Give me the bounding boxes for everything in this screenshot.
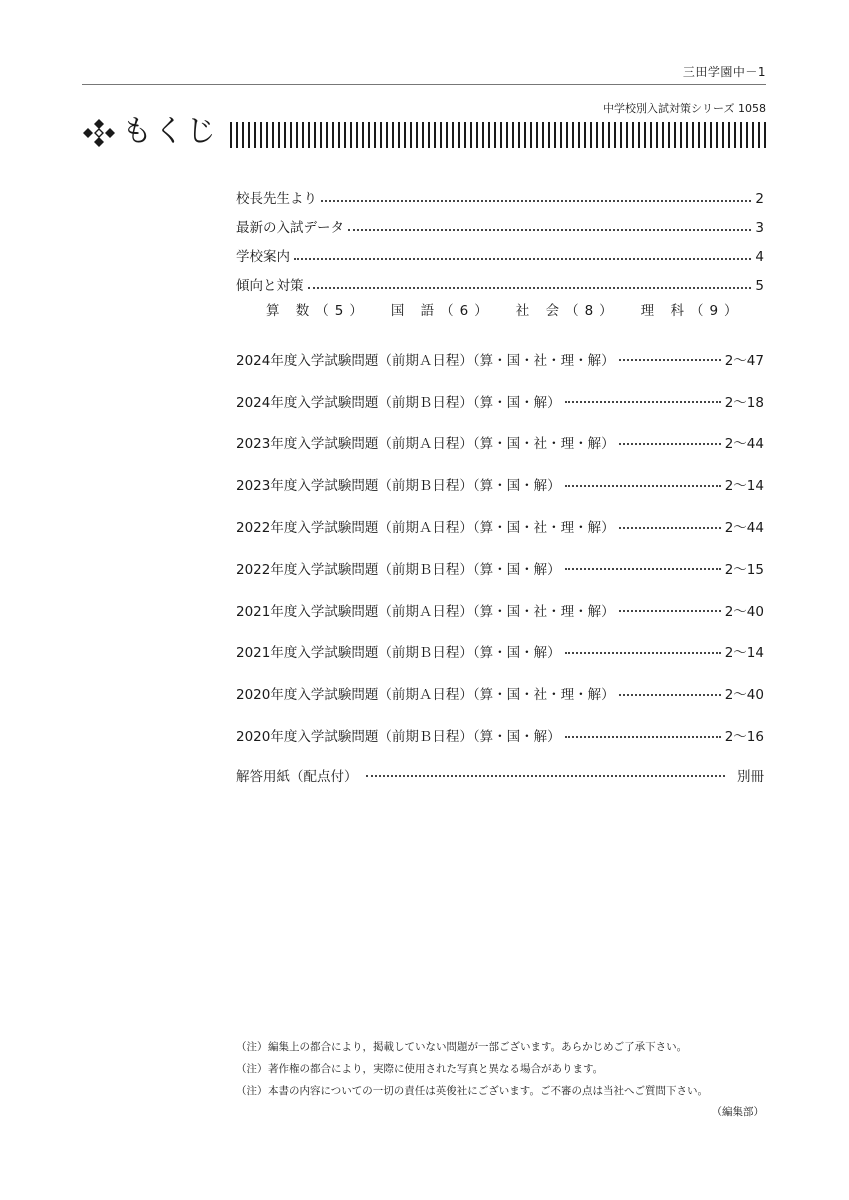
note-item (236, 1057, 764, 1079)
exam-list (236, 338, 764, 756)
leader-dots (619, 358, 721, 361)
note-prefix: （注） (236, 1040, 268, 1053)
toc-list (236, 178, 764, 324)
exam-item[interactable] (236, 714, 764, 756)
leader-dots (366, 774, 726, 777)
notes-section (236, 1035, 764, 1123)
title-row (82, 116, 766, 150)
toc-item-label: 学校案内 (236, 249, 290, 265)
toc-item[interactable] (236, 207, 764, 236)
four-diamonds-icon (82, 118, 116, 148)
exam-item-pages: 2〜14 (724, 478, 764, 495)
exam-item-pages: 2〜40 (724, 603, 764, 620)
series-label: 中学校別入試対策シリーズ 1058 (603, 102, 766, 115)
exam-item-label: 2022年度入学試験問題（前期Ｂ日程）（算・国・解） (236, 561, 561, 578)
leader-dots (619, 526, 721, 529)
exam-item-pages: 2〜44 (724, 520, 764, 537)
leader-dots (348, 228, 751, 231)
page-title: もくじ (122, 114, 218, 149)
exam-item-label: 2020年度入学試験問題（前期Ｂ日程）（算・国・解） (236, 729, 561, 746)
exam-item[interactable] (236, 463, 764, 505)
toc-item-page: 3 (755, 220, 764, 236)
leader-dots (619, 693, 721, 696)
leader-dots (308, 286, 752, 289)
toc-item-page: 2 (755, 191, 764, 207)
exam-item-label: 2023年度入学試験問題（前期Ｂ日程）（算・国・解） (236, 478, 561, 495)
exam-item-label: 2022年度入学試験問題（前期Ａ日程）（算・国・社・理・解） (236, 520, 615, 537)
exam-item[interactable] (236, 672, 764, 714)
exam-item-pages: 2〜15 (724, 561, 764, 578)
note-item (236, 1035, 764, 1057)
exam-item-label: 2021年度入学試験問題（前期Ｂ日程）（算・国・解） (236, 645, 561, 662)
exam-item-pages: 2〜18 (724, 394, 764, 411)
subject-item[interactable]: 理 科（9） (640, 303, 744, 319)
leader-dots (565, 484, 721, 487)
exam-item[interactable] (236, 380, 764, 422)
exam-item[interactable] (236, 422, 764, 464)
exam-item-pages: 2〜44 (724, 436, 764, 453)
toc-item[interactable] (236, 265, 764, 294)
answer-sheet-item[interactable] (236, 760, 764, 790)
exam-item-pages: 2〜47 (724, 352, 764, 369)
leader-dots (565, 651, 721, 654)
subject-item[interactable]: 算 数（5） (266, 303, 369, 319)
exam-item-label: 2023年度入学試験問題（前期Ａ日程）（算・国・社・理・解） (236, 436, 615, 453)
note-text: 編集上の都合により，掲載していない問題が一部ございます。あらかじめご了承下さい。 (268, 1040, 688, 1053)
toc-item-label: 傾向と対策 (236, 278, 304, 294)
note-text: 著作権の都合により，実際に使用された写真と異なる場合があります。 (268, 1062, 604, 1075)
exam-item-label: 2024年度入学試験問題（前期Ｂ日程）（算・国・解） (236, 394, 561, 411)
toc-item-label: 校長先生より (236, 191, 317, 207)
toc-item-label: 最新の入試データ (236, 220, 344, 236)
leader-dots (565, 567, 721, 570)
subject-list (236, 294, 764, 324)
leader-dots (321, 199, 751, 202)
note-text: 本書の内容についての一切の責任は英俊社にございます。ご不審の点は当社へご質問下さい。 (268, 1084, 708, 1097)
leader-dots (565, 735, 721, 738)
exam-item-pages: 2〜16 (724, 729, 764, 746)
note-prefix: （注） (236, 1084, 268, 1097)
leader-dots (619, 442, 721, 445)
leader-dots (619, 609, 721, 612)
exam-item[interactable] (236, 547, 764, 589)
leader-dots (565, 400, 721, 403)
exam-item-label: 2021年度入学試験問題（前期Ａ日程）（算・国・社・理・解） (236, 603, 615, 620)
leader-dots (294, 257, 751, 260)
toc-item-page: 4 (755, 249, 764, 265)
subject-item[interactable]: 社 会（8） (515, 303, 619, 319)
header-rule (82, 84, 766, 85)
exam-item[interactable] (236, 338, 764, 380)
exam-item[interactable] (236, 505, 764, 547)
title-bars-decoration (230, 122, 766, 148)
editor-credit: （編集部） (711, 1106, 764, 1118)
note-item (236, 1079, 764, 1101)
exam-item-pages: 2〜14 (724, 645, 764, 662)
exam-item[interactable] (236, 631, 764, 673)
exam-item-pages: 2〜40 (724, 687, 764, 704)
exam-item[interactable] (236, 589, 764, 631)
subject-item[interactable]: 国 語（6） (390, 303, 494, 319)
note-prefix: （注） (236, 1062, 268, 1075)
page-header (82, 64, 766, 115)
toc-item[interactable] (236, 178, 764, 207)
toc-item[interactable] (236, 236, 764, 265)
answer-sheet-label: 解答用紙（配点付） (236, 769, 358, 785)
exam-item-label: 2020年度入学試験問題（前期Ａ日程）（算・国・社・理・解） (236, 687, 615, 704)
exam-item-label: 2024年度入学試験問題（前期Ａ日程）（算・国・社・理・解） (236, 352, 615, 369)
answer-sheet-page: 別冊 (737, 769, 764, 785)
toc-item-page: 5 (755, 278, 764, 294)
school-name: 三田学園中－1 (682, 65, 766, 79)
